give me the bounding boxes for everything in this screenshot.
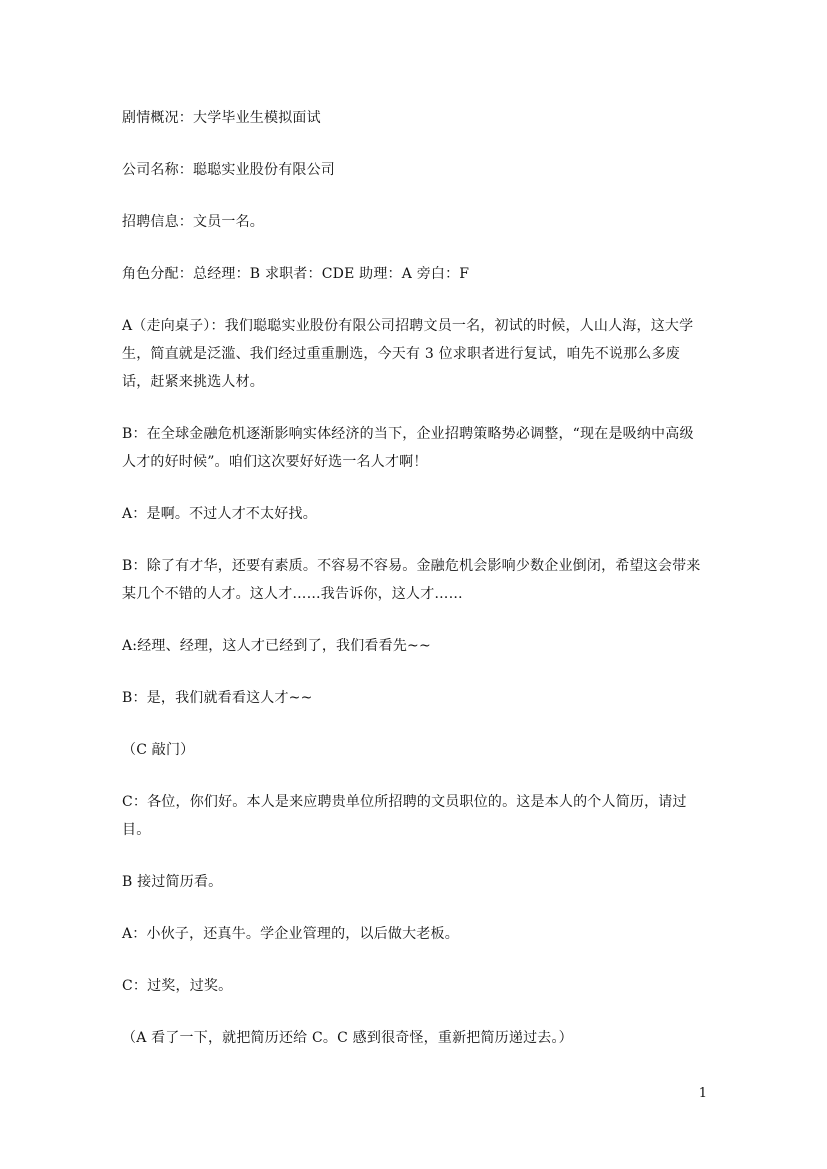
- paragraph-stage-resume: B 接过简历看。: [122, 874, 223, 890]
- paragraph-company-name: 公司名称：聪聪实业股份有限公司: [122, 162, 335, 178]
- paragraph-dialogue-a-praise: A：小伙子，还真牛。学企业管理的，以后做大老板。: [122, 926, 459, 942]
- paragraph-dialogue-c-thanks: C：过奖，过奖。: [122, 978, 233, 994]
- paragraph-dialogue-b-talent: B：在全球金融危机逐渐影响实体经济的当下，企业招聘策略势必调整，“现在是吸纳中高级人才的好时候”。咱们这次要好好选一名人才啊！: [122, 426, 694, 470]
- paragraph-dialogue-a-intro: A（走向桌子）：我们聪聪实业股份有限公司招聘文员一名，初试的时候，人山人海，这大学生，简直就是泛滥、我们经过重重删选，今天有 3 位求职者进行复试，咱先不说那么多废话，赶紧来挑选人材。: [122, 318, 694, 390]
- page-number: 1: [698, 1086, 707, 1101]
- paragraph-dialogue-c-greeting: C：各位，你们好。本人是来应聘贵单位所招聘的文员职位的。这是本人的个人简历，请过目。: [122, 794, 687, 838]
- paragraph-stage-knock: （C 敲门）: [122, 742, 195, 758]
- paragraph-dialogue-a-arrived: A:经理、经理，这人才已经到了，我们看看先~~: [122, 638, 431, 654]
- paragraph-stage-return-resume: （A 看了一下，就把简历还给 C。C 感到很奇怪，重新把简历递过去。）: [122, 1030, 573, 1046]
- paragraph-dialogue-b-look: B：是，我们就看看这人才~~: [122, 690, 313, 706]
- document-body: [122, 104, 707, 1076]
- paragraph-role-assignment: 角色分配：总经理：B 求职者：CDE 助理：A 旁白：F: [122, 266, 470, 282]
- paragraph-dialogue-a-reply: A：是啊。不过人才不太好找。: [122, 506, 317, 522]
- paragraph-plot-summary: 剧情概况：大学毕业生模拟面试: [122, 110, 321, 126]
- paragraph-dialogue-b-quality: B：除了有才华，还要有素质。不容易不容易。金融危机会影响少数企业倒闭，希望这会带来某几个不错的人才。这人才……我告诉你，这人才……: [122, 558, 701, 602]
- paragraph-recruitment-info: 招聘信息：文员一名。: [122, 214, 264, 230]
